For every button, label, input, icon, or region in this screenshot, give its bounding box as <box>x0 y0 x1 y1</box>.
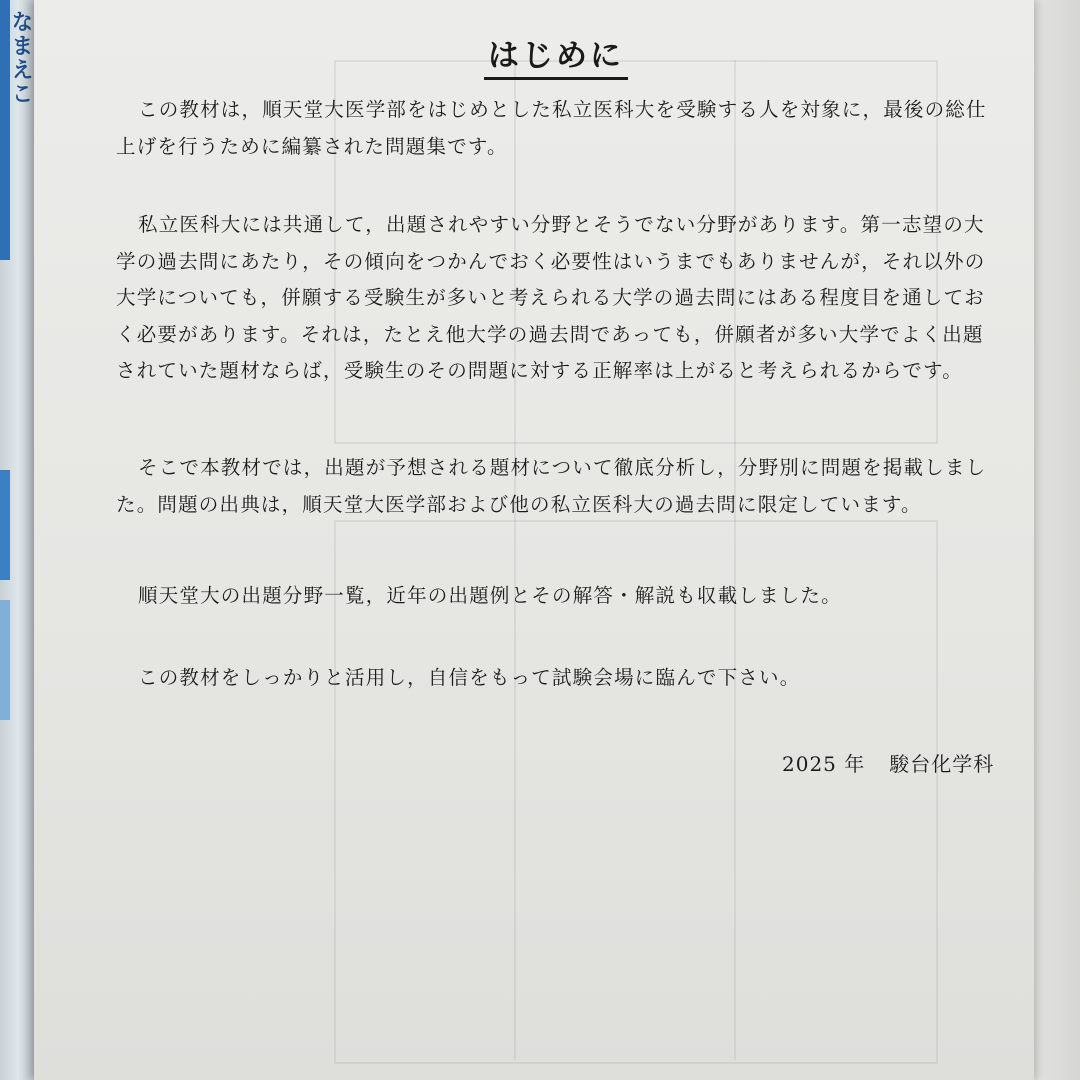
intro-paragraph-4: 順天堂大の出題分野一覧，近年の出題例とその解答・解説も収載しました。 <box>138 584 842 607</box>
intro-paragraph-1: この教材は，順天堂大医学部をはじめとした私立医科大を受験する人を対象に，最後の総仕上げを行うために編纂された問題集です。 <box>116 98 987 158</box>
cover-stripe <box>0 600 10 720</box>
signature-author: 駿台化学科 <box>889 752 995 776</box>
cover-stripe <box>0 470 10 580</box>
cover-spine-text: なまえこ <box>8 10 33 106</box>
document-page <box>34 0 1034 1080</box>
signature-year: 2025 年 <box>782 752 866 776</box>
intro-paragraph-3: そこで本教材では，出題が予想される題材について徹底分析し，分野別に問題を掲載しました。問題の出典は，順天堂大医学部および他の私立医科大の過去問に限定しています。 <box>116 456 987 516</box>
page-title: はじめに <box>484 30 628 80</box>
intro-paragraph-2: 私立医科大には共通して，出題されやすい分野とそうでない分野があります。第一志望の大学の過去問にあたり，その傾向をつかんでおく必要性はいうまでもありませんが，それ以外の大学についても，併願する受験生が多いと考えられる大学の過去問にはある程度目を通しておく必要があります。それは，たとえ他大学の過去問であっても，併願者が多い大学でよく出題されていた題材ならば，受験生のその問題に対する正解率は上がると考えられるからです。 <box>116 213 986 382</box>
intro-paragraph-5: この教材をしっかりと活用し，自信をもって試験会場に臨んで下さい。 <box>138 666 801 689</box>
signature <box>782 748 994 777</box>
